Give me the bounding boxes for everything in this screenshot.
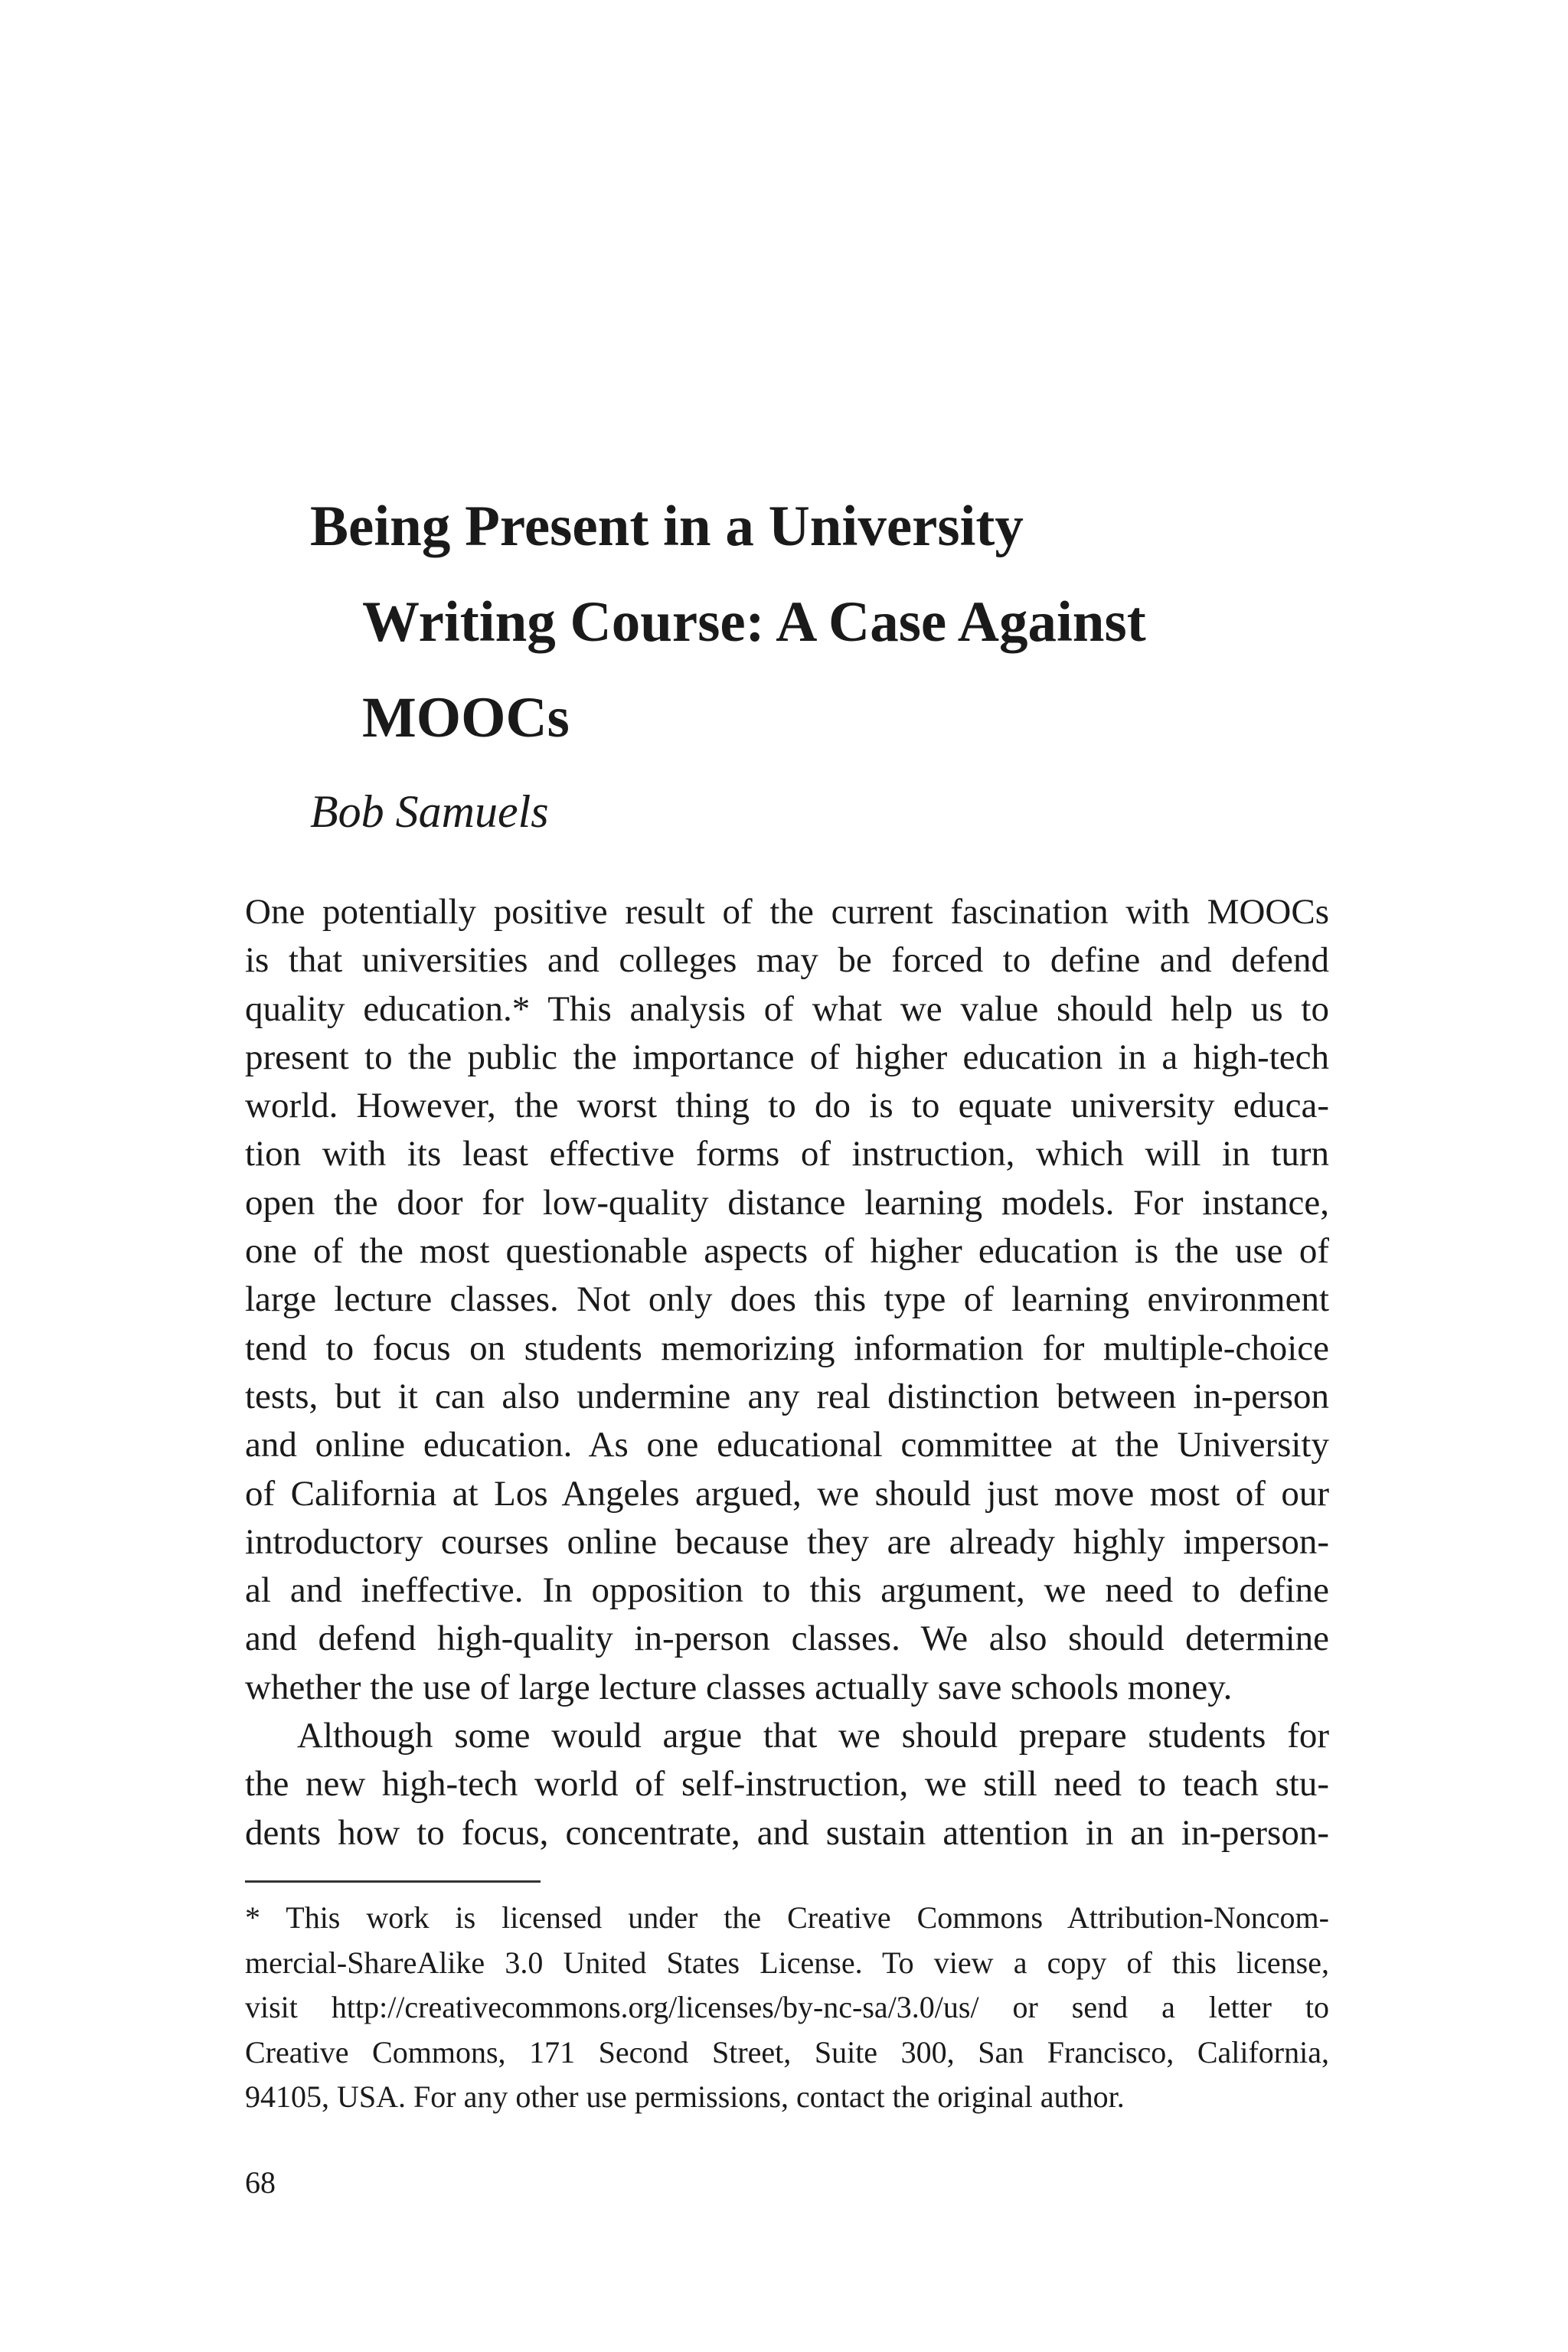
footnote-line: Creative Commons, 171 Second Street, Suite 300, San Francisco, California,	[245, 2034, 1329, 2069]
chapter-title-line-2: Writing Course: A Case Against	[362, 590, 1146, 654]
footnote-line: 94105, USA. For any other use permissions, contact the original author.	[245, 2079, 1125, 2115]
body-line: quality education.* This analysis of what we value should help us to	[245, 988, 1329, 1029]
footnote-line: * This work is licensed under the Creative Commons Attribution-Noncom-	[245, 1900, 1329, 1935]
body-text	[245, 888, 1329, 1857]
body-line: Although some would argue that we should prepare students for	[297, 1716, 1329, 1756]
chapter-title-line-3: MOOCs	[362, 686, 570, 750]
footnote-line: visit http://creativecommons.org/licenses/by-nc-sa/3.0/us/ or send a letter to	[245, 1990, 1329, 2025]
chapter-title	[310, 479, 1367, 766]
body-line: of California at Los Angeles argued, we should just move most of our	[245, 1473, 1329, 1514]
body-line: tion with its least effective forms of instruction, which will in turn	[245, 1134, 1329, 1174]
author-name: Bob Samuels	[310, 786, 549, 837]
footnote-divider	[245, 1880, 541, 1883]
body-line: is that universities and colleges may be forced to define and defend	[245, 940, 1329, 981]
page-number: 68	[245, 2165, 276, 2200]
body-line: one of the most questionable aspects of higher education is the use of	[245, 1231, 1329, 1272]
body-line: al and ineffective. In opposition to this argument, we need to define	[245, 1570, 1329, 1611]
body-line: dents how to focus, concentrate, and sustain attention in an in-person-	[245, 1812, 1329, 1853]
body-line: and defend high-quality in-person classes. We also should determine	[245, 1619, 1329, 1659]
body-line: open the door for low-quality distance learning models. For instance,	[245, 1182, 1329, 1223]
body-line: the new high-tech world of self-instruction, we still need to teach stu-	[245, 1764, 1329, 1805]
body-line: One potentially positive result of the current fascination with MOOCs	[245, 892, 1329, 932]
body-line: tend to focus on students memorizing information for multiple-choice	[245, 1328, 1329, 1368]
body-line: introductory courses online because they are already highly imperson-	[245, 1521, 1329, 1562]
body-line: large lecture classes. Not only does this type of learning environment	[245, 1279, 1329, 1320]
body-line: whether the use of large lecture classes actually save schools money.	[245, 1667, 1233, 1707]
body-line: tests, but it can also undermine any real distinction between in-person	[245, 1376, 1329, 1416]
footnote	[245, 1896, 1329, 2120]
footnote-line: mercial-ShareAlike 3.0 United States License. To view a copy of this license,	[245, 1945, 1329, 1980]
body-line: and online education. As one educational committee at the University	[245, 1425, 1329, 1465]
body-line: present to the public the importance of higher education in a high-tech	[245, 1037, 1329, 1077]
body-line: world. However, the worst thing to do is to equate university educa-	[245, 1086, 1329, 1126]
chapter-title-line-1: Being Present in a University	[310, 495, 1024, 558]
